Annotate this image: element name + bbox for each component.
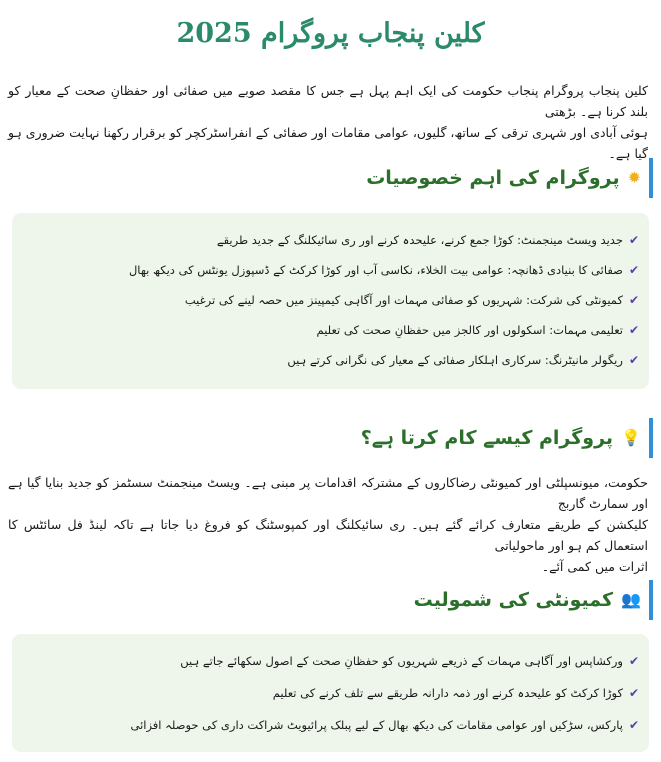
checkmark-icon: ✔ — [628, 293, 639, 307]
feature-text: جدید ویسٹ مینجمنٹ: کوڑا جمع کرنے، علیحدہ کرنے اور ری سائیکلنگ کے جدید طریقے — [216, 233, 623, 247]
how-heading-text: پروگرام کیسے کام کرتا ہے؟ — [360, 427, 614, 449]
community-text: ورکشاپس اور آگاہی مہمات کے ذریعے شہریوں کو حفظانِ صحت کے اصول سکھائے جاتے ہیں — [180, 654, 623, 668]
community-text: کوڑا کرکٹ کو علیحدہ کرنے اور ذمہ دارانہ طریقے سے تلف کرنے کی تعلیم — [272, 686, 623, 700]
feature-text: تعلیمی مہمات: اسکولوں اور کالجز میں حفظانِ صحت کی تعلیم — [316, 323, 623, 337]
community-heading — [413, 580, 653, 620]
sun-icon: ✹ — [627, 168, 641, 187]
community-box — [12, 634, 649, 752]
list-item — [180, 654, 639, 668]
feature-text: کمیونٹی کی شرکت: شہریوں کو صفائی مہمات اور آگاہی کیمپینز میں حصہ لینے کی ترغیب — [184, 293, 623, 307]
community-heading-text: کمیونٹی کی شمولیت — [413, 589, 614, 611]
list-item — [287, 353, 639, 367]
how-line-3: اثرات میں کمی آئے۔ — [541, 559, 648, 574]
checkmark-icon: ✔ — [628, 718, 639, 732]
checkmark-icon: ✔ — [628, 654, 639, 668]
list-item — [273, 686, 639, 700]
checkmark-icon: ✔ — [628, 233, 639, 247]
how-line-1: حکومت، میونسپلٹی اور کمیونٹی رضاکاروں کے مشترکہ اقدامات پر مبنی ہے۔ ویسٹ مینجمنٹ سسٹمز کو جدید بنایا گیا ہے اور سمارٹ گاربج — [8, 475, 648, 511]
how-heading — [360, 418, 653, 458]
page-title: کلین پنجاب پروگرام 2025 — [176, 18, 485, 49]
how-line-2: کلیکشن کے طریقے متعارف کرائے گئے ہیں۔ ری سائیکلنگ اور کمپوسٹنگ کو فروغ دیا جاتا ہے تاکہ لینڈ فل سائٹس کا استعمال کم ہو اور ماحولیاتی — [8, 517, 648, 553]
list-item — [317, 323, 639, 337]
intro-paragraph — [8, 80, 648, 164]
list-item — [129, 263, 639, 277]
list-item — [130, 718, 639, 732]
how-paragraph — [8, 472, 648, 577]
features-heading-text: پروگرام کی اہم خصوصیات — [366, 167, 620, 189]
features-heading — [366, 158, 653, 198]
people-icon: 👥 — [621, 590, 641, 609]
bulb-icon: 💡 — [621, 428, 641, 447]
community-text: پارکس، سڑکیں اور عوامی مقامات کی دیکھ بھال کے لیے پبلک پرائیویٹ شراکت داری کی حوصلہ افزائی — [130, 718, 623, 732]
checkmark-icon: ✔ — [628, 686, 639, 700]
checkmark-icon: ✔ — [628, 263, 639, 277]
feature-text: صفائی کا بنیادی ڈھانچہ: عوامی بیت الخلاء، نکاسی آب اور کوڑا کرکٹ کے ڈسپوزل یونٹس کی دیکھ بھال — [128, 263, 623, 277]
intro-line-1: کلین پنجاب پروگرام پنجاب حکومت کی ایک اہم پہل ہے جس کا مقصد صوبے میں صفائی اور حفظانِ صحت کے معیار کو بلند کرنا ہے۔ بڑھتی — [8, 83, 648, 119]
list-item — [185, 293, 639, 307]
checkmark-icon: ✔ — [628, 323, 639, 337]
features-box — [12, 213, 649, 389]
feature-text: ریگولر مانیٹرنگ: سرکاری اہلکار صفائی کے معیار کی نگرانی کرتے ہیں — [287, 353, 623, 367]
list-item — [217, 233, 639, 247]
intro-line-2: ہوئی آبادی اور شہری ترقی کے ساتھ، گلیوں، عوامی مقامات اور صفائی کے انفراسٹرکچر کو برقرار رکھنا نہایت ضروری ہو گیا ہے۔ — [8, 125, 648, 161]
checkmark-icon: ✔ — [628, 353, 639, 367]
